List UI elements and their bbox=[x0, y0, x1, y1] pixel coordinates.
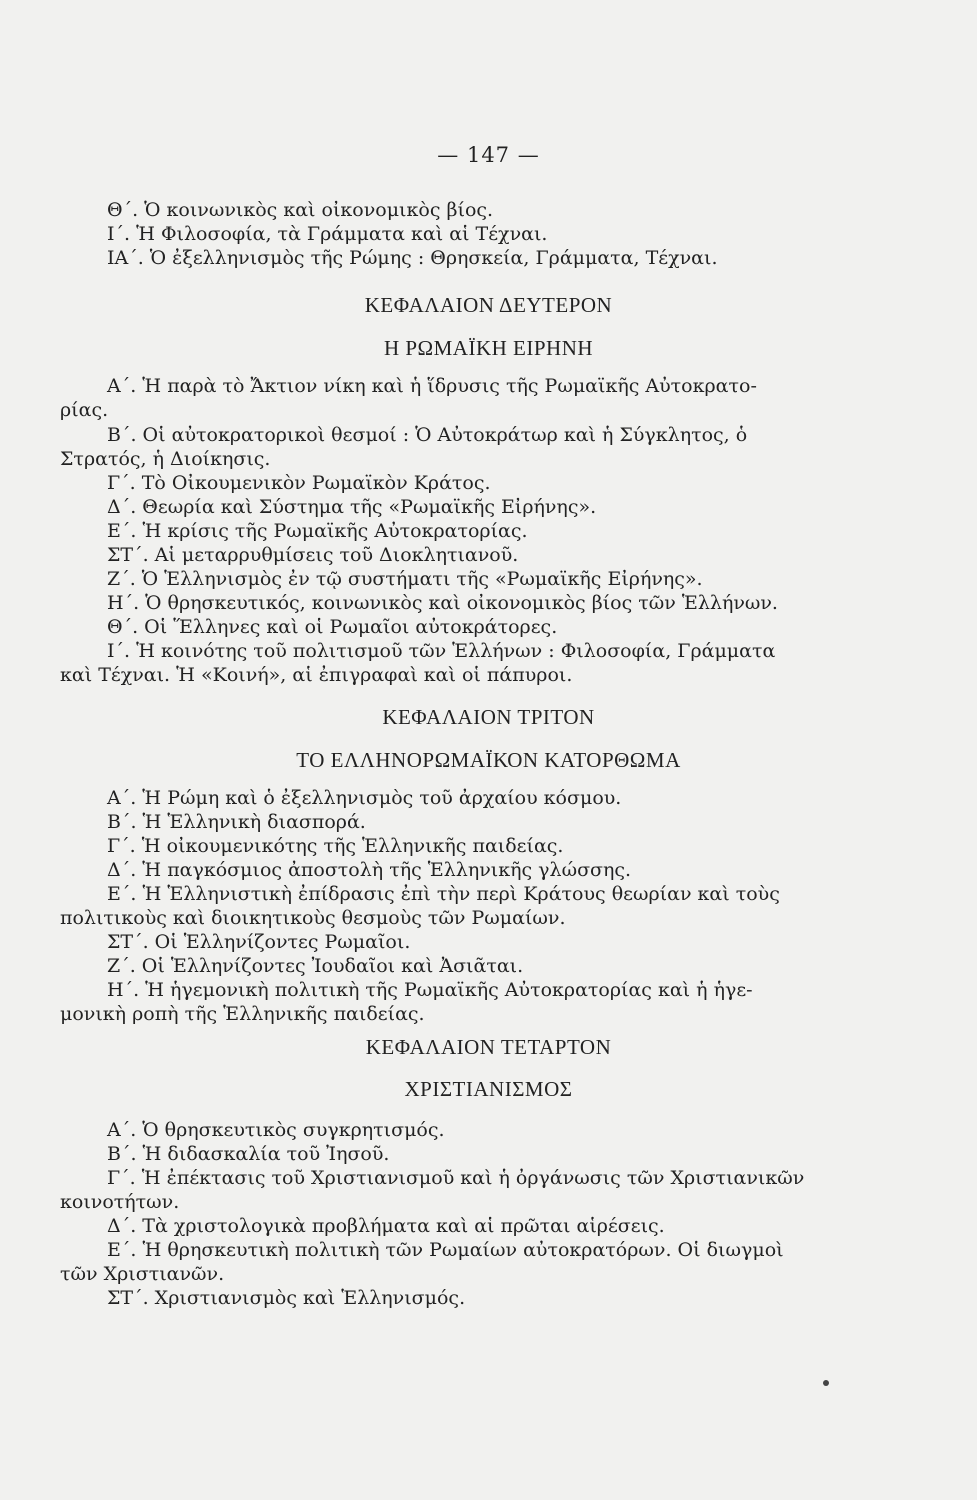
toc-entry-continuation: κοινοτήτων. bbox=[60, 1191, 180, 1213]
ink-speck bbox=[823, 1380, 829, 1386]
toc-entry: Β΄. Ἡ διδασκαλία τοῦ Ἰησοῦ. bbox=[107, 1143, 390, 1165]
toc-entry-continuation: καὶ Τέχναι. Ἡ «Κοινή», αἱ ἐπιγραφαὶ καὶ οἱ πάπυροι. bbox=[60, 664, 573, 686]
toc-entry-continuation: ρίας. bbox=[60, 399, 109, 421]
chapter-subheading: Η ΡΩΜΑΪΚΗ ΕΙΡΗΝΗ bbox=[383, 336, 594, 360]
toc-entry-continuation: πολιτικοὺς καὶ διοικητικοὺς θεσμοὺς τῶν Ρωμαίων. bbox=[60, 907, 566, 929]
toc-entry: Η΄. Ὁ θρησκευτικός, κοινωνικὸς καὶ οἰκονομικὸς βίος τῶν Ἑλλήνων. bbox=[107, 592, 778, 614]
toc-entry: Ι΄. Ἡ Φιλοσοφία, τὰ Γράμματα καὶ αἱ Τέχναι. bbox=[107, 223, 548, 245]
toc-entry: Δ΄. Τὰ χριστολογικὰ προβλήματα καὶ αἱ πρῶται αἱρέσεις. bbox=[107, 1215, 665, 1237]
toc-entry: Β΄. Ἡ Ἑλληνικὴ διασπορά. bbox=[107, 811, 366, 833]
toc-entry: Γ΄. Τὸ Οἰκουμενικὸν Ρωμαϊκὸν Κράτος. bbox=[107, 472, 491, 494]
toc-entry: Θ΄. Ὁ κοινωνικὸς καὶ οἰκονομικὸς βίος. bbox=[107, 199, 494, 221]
toc-entry: Ι΄. Ἡ κοινότης τοῦ πολιτισμοῦ τῶν Ἑλλήνων : Φιλοσοφία, Γράμματα bbox=[107, 640, 776, 662]
toc-entry-continuation: τῶν Χριστιανῶν. bbox=[60, 1263, 225, 1285]
toc-entry-continuation: Στρατός, ἡ Διοίκησις. bbox=[60, 448, 271, 470]
toc-entry: Γ΄. Ἡ ἐπέκτασις τοῦ Χριστιανισμοῦ καὶ ἡ ὀργάνωσις τῶν Χριστιανικῶν bbox=[107, 1167, 805, 1189]
toc-entry: ΣΤ΄. Χριστιανισμὸς καὶ Ἑλληνισμός. bbox=[107, 1287, 466, 1309]
toc-entry: Θ΄. Οἱ Ἕλληνες καὶ οἱ Ρωμαῖοι αὐτοκράτορες. bbox=[107, 616, 558, 638]
toc-entry-continuation: μονικὴ ροπὴ τῆς Ἑλληνικῆς παιδείας. bbox=[60, 1003, 425, 1025]
toc-entry: Ε΄. Ἡ θρησκευτικὴ πολιτικὴ τῶν Ρωμαίων αὐτοκρατόρων. Οἱ διωγμοὶ bbox=[107, 1239, 784, 1261]
toc-entry: ΣΤ΄. Αἱ μεταρρυθμίσεις τοῦ Διοκλητιανοῦ. bbox=[107, 544, 519, 566]
chapter-heading: ΚΕΦΑΛΑΙΟΝ ΔΕΥΤΕΡΟΝ bbox=[364, 293, 613, 317]
toc-entry: Ζ΄. Ὁ Ἑλληνισμὸς ἐν τῷ συστήματι τῆς «Ρωμαϊκῆς Εἰρήνης». bbox=[107, 568, 703, 590]
chapter-heading: ΚΕΦΑΛΑΙΟΝ ΤΡΙΤΟΝ bbox=[382, 705, 595, 729]
toc-entry: Δ΄. Θεωρία καὶ Σύστημα τῆς «Ρωμαϊκῆς Εἰρήνης». bbox=[107, 496, 597, 518]
toc-entry: Γ΄. Ἡ οἰκουμενικότης τῆς Ἑλληνικῆς παιδείας. bbox=[107, 835, 564, 857]
toc-entry: Α΄. Ἡ παρὰ τὸ Ἄκτιον νίκη καὶ ἡ ἵδρυσις τῆς Ρωμαϊκῆς Αὐτοκρατο- bbox=[107, 375, 757, 397]
toc-entry: Ε΄. Ἡ Ἑλληνιστικὴ ἐπίδρασις ἐπὶ τὴν περὶ Κράτους θεωρίαν καὶ τοὺς bbox=[107, 883, 780, 905]
chapter-subheading: ΧΡΙΣΤΙΑΝΙΣΜΟΣ bbox=[404, 1077, 573, 1101]
toc-entry: ΣΤ΄. Οἱ Ἑλληνίζοντες Ρωμαῖοι. bbox=[107, 931, 411, 953]
toc-entry: Β΄. Οἱ αὐτοκρατορικοὶ θεσμοί : Ὁ Αὐτοκράτωρ καὶ ἡ Σύγκλητος, ὁ bbox=[107, 424, 748, 446]
chapter-subheading: ΤΟ ΕΛΛΗΝΟΡΩΜΑΪΚΟΝ ΚΑΤΟΡΘΩΜΑ bbox=[296, 748, 681, 772]
toc-entry: Ε΄. Ἡ κρίσις τῆς Ρωμαϊκῆς Αὐτοκρατορίας. bbox=[107, 520, 528, 542]
toc-entry: Α΄. Ὁ θρησκευτικὸς συγκρητισμός. bbox=[107, 1119, 445, 1141]
toc-entry: Α΄. Ἡ Ρώμη καὶ ὁ ἐξελληνισμὸς τοῦ ἀρχαίου κόσμου. bbox=[107, 787, 622, 809]
toc-entry: Η΄. Ἡ ἡγεμονικὴ πολιτικὴ τῆς Ρωμαϊκῆς Αὐτοκρατορίας καὶ ἡ ἡγε- bbox=[107, 979, 753, 1001]
page-number: — 147 — bbox=[437, 143, 540, 167]
toc-entry: ΙΑ΄. Ὁ ἐξελληνισμὸς τῆς Ρώμης : Θρησκεία, Γράμματα, Τέχναι. bbox=[107, 247, 718, 269]
toc-entry: Ζ΄. Οἱ Ἑλληνίζοντες Ἰουδαῖοι καὶ Ἀσιᾶται. bbox=[107, 955, 524, 977]
toc-entry: Δ΄. Ἡ παγκόσμιος ἀποστολὴ τῆς Ἑλληνικῆς γλώσσης. bbox=[107, 859, 632, 881]
chapter-heading: ΚΕΦΑΛΑΙΟΝ ΤΕΤΑΡΤΟΝ bbox=[365, 1035, 612, 1059]
